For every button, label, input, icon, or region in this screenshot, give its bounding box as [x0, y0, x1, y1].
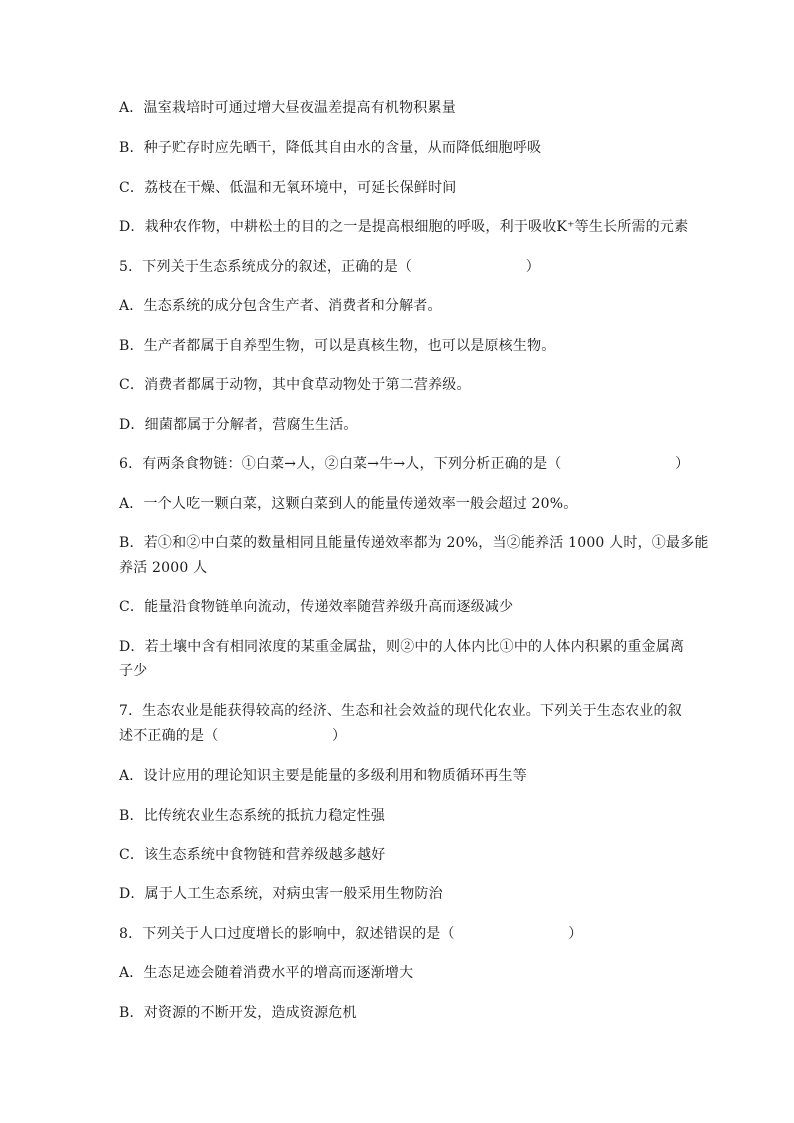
q4-option-a: A．温室栽培时可通过增大昼夜温差提高有机物积累量 — [119, 100, 456, 116]
q7-option-b: B．比传统农业生态系统的抵抗力稳定性强 — [119, 808, 386, 824]
q7-option-c: C．该生态系统中食物链和营养级越多越好 — [119, 847, 386, 863]
q5-stem: 5．下列关于生态系统成分的叙述，正确的是（ ） — [119, 259, 540, 275]
q7-stem-cont: 述不正确的是（ ） — [119, 728, 347, 744]
q4-option-b: B．种子贮存时应先晒干，降低其自由水的含量，从而降低细胞呼吸 — [119, 140, 542, 156]
q6-option-a: A．一个人吃一颗白菜，这颗白菜到人的能量传递效率一般会超过 20%。 — [119, 496, 578, 512]
q5-option-c: C．消费者都属于动物，其中食草动物处于第二营养级。 — [119, 377, 471, 393]
q8-stem: 8．下列关于人口过度增长的影响中，叙述错误的是（ ） — [119, 926, 583, 942]
q8-option-b: B．对资源的不断开发，造成资源危机 — [119, 1005, 357, 1021]
q7-option-d: D．属于人工生态系统，对病虫害一般采用生物防治 — [119, 886, 443, 902]
q5-option-b: B．生产者都属于自养型生物，可以是真核生物，也可以是原核生物。 — [119, 338, 556, 354]
q6-option-c: C．能量沿食物链单向流动，传递效率随营养级升高而逐级减少 — [119, 599, 514, 615]
q4-option-d: D．栽种农作物，中耕松土的目的之一是提高根细胞的呼吸，利于吸收K⁺等生长所需的元素 — [119, 219, 689, 235]
q8-option-a: A．生态足迹会随着消费水平的增高而逐渐增大 — [119, 965, 414, 981]
q6-option-d: D．若土壤中含有相同浓度的某重金属盐，则②中的人体内比①中的人体内积累的重金属离 — [119, 639, 685, 655]
q6-option-b-cont: 养活 2000 人 — [119, 560, 208, 576]
q7-stem: 7．生态农业是能获得较高的经济、生态和社会效益的现代化农业。下列关于生态农业的叙 — [119, 703, 682, 719]
q6-option-b: B．若①和②中白菜的数量相同且能量传递效率都为 20%，当②能养活 1000 人时，①最多能 — [119, 535, 709, 551]
q5-option-a: A．生态系统的成分包含生产者、消费者和分解者。 — [119, 298, 442, 314]
q6-option-d-cont: 子少 — [119, 663, 148, 679]
q4-option-c: C．荔枝在干燥、低温和无氧环境中，可延长保鲜时间 — [119, 180, 457, 196]
q6-stem: 6．有两条食物链：①白菜→人，②白菜→牛→人，下列分析正确的是（ ） — [119, 456, 690, 472]
q5-option-d: D．细菌都属于分解者，营腐生生活。 — [119, 417, 358, 433]
q7-option-a: A．设计应用的理论知识主要是能量的多级利用和物质循环再生等 — [119, 768, 527, 784]
